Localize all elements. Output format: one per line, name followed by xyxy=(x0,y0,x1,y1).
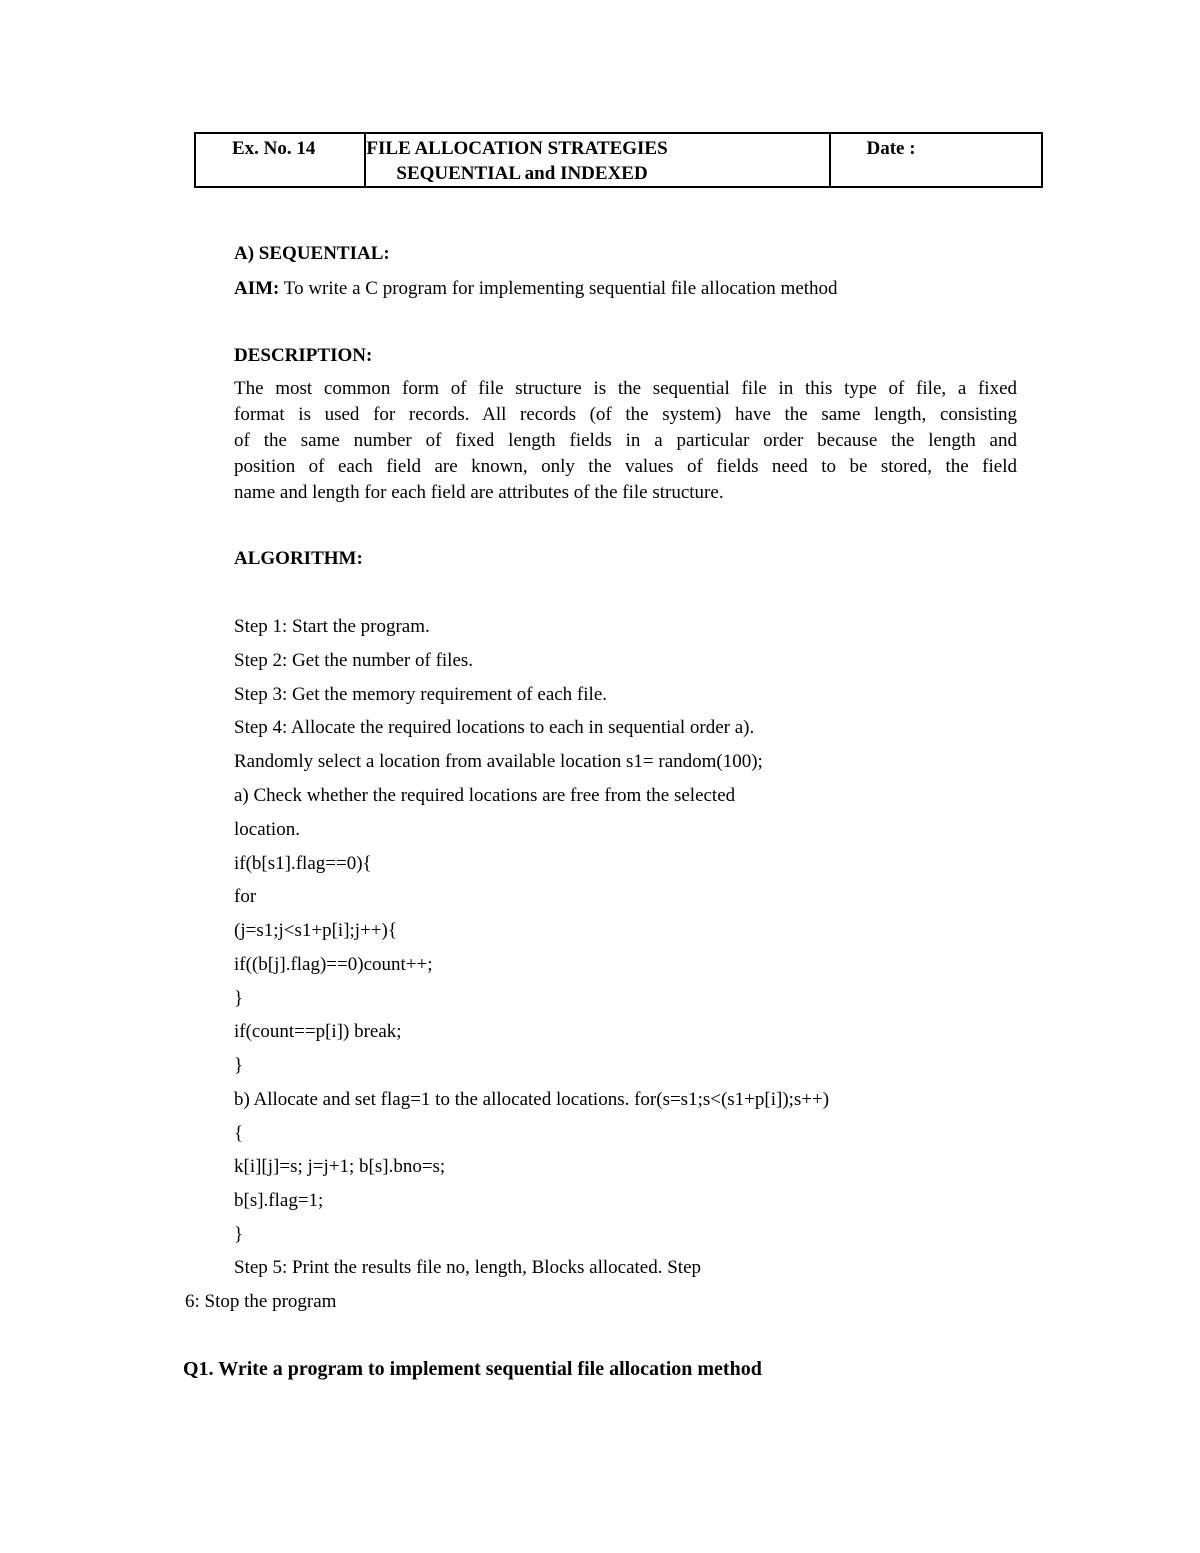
algorithm-line: } xyxy=(234,988,244,1009)
algorithm-line: Step 2: Get the number of files. xyxy=(234,650,474,671)
algorithm-line: Step 1: Start the program. xyxy=(234,616,430,637)
algorithm-line: Step 3: Get the memory requirement of each file. xyxy=(234,684,608,705)
description-paragraph xyxy=(234,376,1017,506)
algorithm-line: Step 4: Allocate the required locations to each in sequential order a). xyxy=(234,717,755,738)
description-heading: DESCRIPTION: xyxy=(234,345,373,366)
description-line: position of each field are known, only the values of fields need to be stored, the field xyxy=(234,456,1017,477)
algorithm-line: for xyxy=(234,886,257,907)
algorithm-line: k[i][j]=s; j=j+1; b[s].bno=s; xyxy=(234,1156,446,1177)
description-line: The most common form of file structure is the sequential file in this type of file, a fixed xyxy=(234,378,1017,399)
aim-line xyxy=(234,276,838,302)
algorithm-line: if((b[j].flag)==0)count++; xyxy=(234,954,433,975)
exercise-title xyxy=(365,133,830,187)
exercise-title-line2: SEQUENTIAL and INDEXED xyxy=(396,163,648,184)
algorithm-heading: ALGORITHM: xyxy=(234,548,363,569)
exercise-number: Ex. No. 14 xyxy=(195,133,365,187)
algorithm-line: { xyxy=(234,1123,244,1144)
algorithm-line: } xyxy=(234,1224,244,1245)
algorithm-line: } xyxy=(234,1055,244,1076)
exercise-title-line1: FILE ALLOCATION STRATEGIES xyxy=(366,138,668,159)
algorithm-line: b[s].flag=1; xyxy=(234,1190,324,1211)
description-line: name and length for each field are attributes of the file structure. xyxy=(234,482,724,503)
aim-text: To write a C program for implementing sequential file allocation method xyxy=(279,278,838,299)
date-label: Date : xyxy=(830,133,1042,187)
algorithm-line: a) Check whether the required locations are free from the selected xyxy=(234,785,736,806)
algorithm-line: if(b[s1].flag==0){ xyxy=(234,853,372,874)
question-1: Q1. Write a program to implement sequential file allocation method xyxy=(183,1358,762,1380)
algorithm-line: (j=s1;j<s1+p[i];j++){ xyxy=(234,920,397,941)
description-line: format is used for records. All records (of the system) have the same length, consisting xyxy=(234,404,1017,425)
section-a-heading: A) SEQUENTIAL: xyxy=(234,243,390,264)
description-line: of the same number of fixed length fields in a particular order because the length and xyxy=(234,430,1017,451)
algorithm-last-line: 6: Stop the program xyxy=(185,1291,337,1312)
algorithm-line: location. xyxy=(234,819,300,840)
algorithm-line: if(count==p[i]) break; xyxy=(234,1021,402,1042)
algorithm-line: Step 5: Print the results file no, length, Blocks allocated. Step xyxy=(234,1257,702,1278)
algorithm-line: Randomly select a location from available location s1= random(100); xyxy=(234,751,763,772)
aim-label: AIM: xyxy=(234,278,280,299)
header-table xyxy=(194,132,1043,188)
algorithm-line: b) Allocate and set flag=1 to the allocated locations. for(s=s1;s<(s1+p[i]);s++) xyxy=(234,1089,830,1110)
